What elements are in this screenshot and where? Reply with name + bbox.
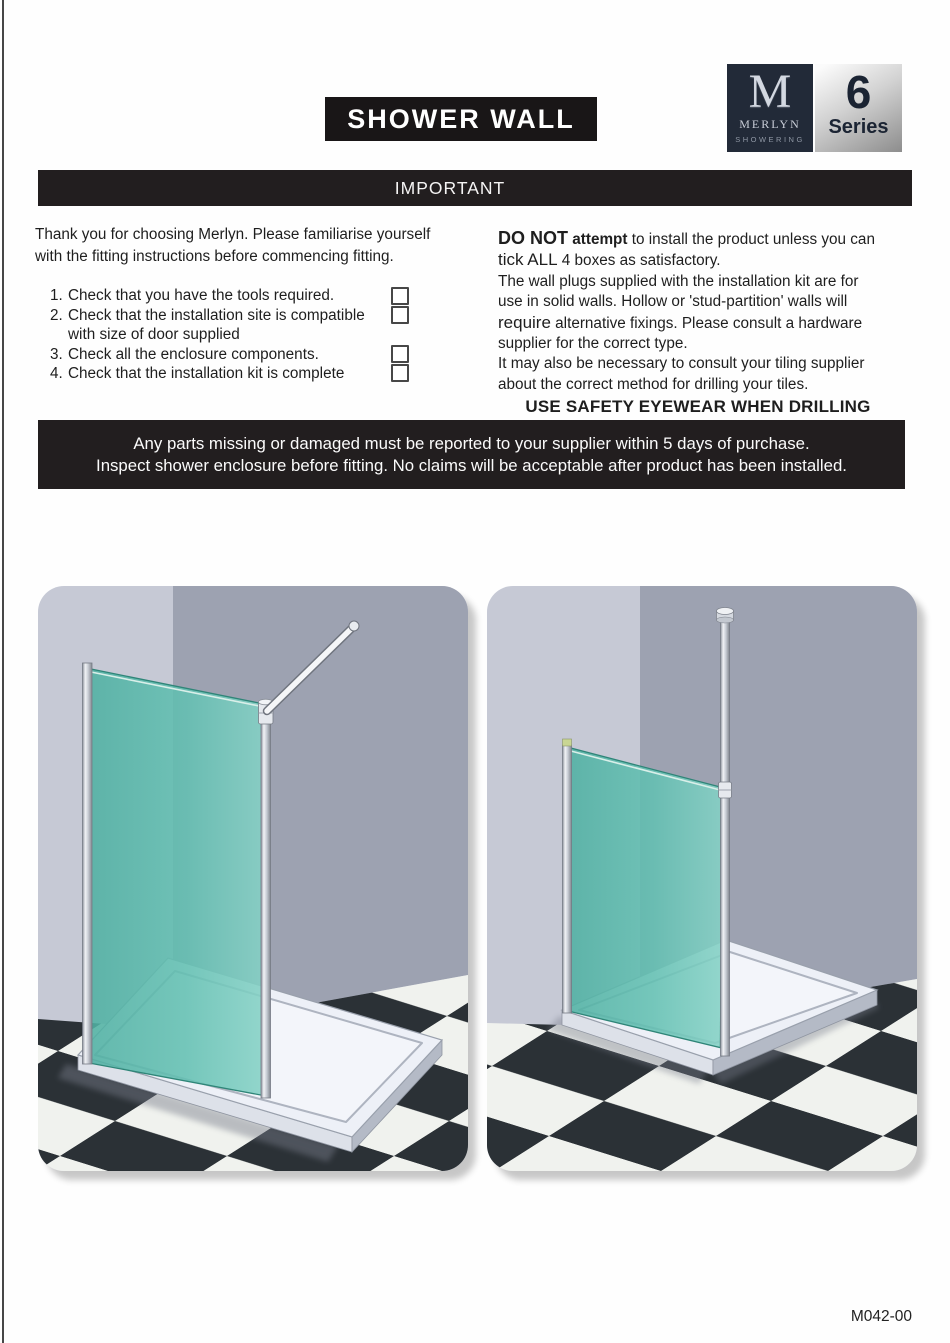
warning-line: DO NOT attempt to install the product unless you can [498,228,875,248]
warning-line: require alternative fixings. Please consult a hardware [498,312,863,332]
checklist-item-2 [35,306,435,326]
checkbox-item-1[interactable] [391,287,409,305]
item-text: Check all the enclosure components. [68,345,319,363]
warning-line: It may also be necessary to consult your tiling supplier [498,355,865,373]
figure-side-panel-wall-brace [38,586,468,1171]
merlyn-brand-subtitle: SHOWERING [735,135,805,144]
warning-line: tick ALL 4 boxes as satisfactory. [498,250,721,270]
checkbox-item-2[interactable] [391,306,409,324]
item-text: Check that the installation kit is complete [68,365,345,382]
intro-line: Thank you for choosing Merlyn. Please familiarise yourself [35,226,431,243]
warning-line: about the correct method for drilling your tiles. [498,375,809,393]
notice-line: Inspect shower enclosure before fitting. No claims will be acceptable after product has been installed. [96,455,847,475]
item-number: 4. [50,365,63,382]
notice-line: Any parts missing or damaged must be reported to your supplier within 5 days of purchase. [133,433,810,453]
do-not-text: DO NOT [498,228,568,248]
important-banner-text: IMPORTANT [394,177,506,198]
safety-eyewear-warning: USE SAFETY EYEWEAR WHEN DRILLING [525,397,871,417]
merlyn-brand-name: MERLYN [739,117,801,131]
glass-panel [89,669,266,1096]
checklist-item-4 [35,364,435,384]
attempt-text: attempt [572,231,628,248]
figure-side-panel-ceiling-post [487,586,917,1171]
wall-profile [83,663,93,1064]
illustration-ceiling-post [487,586,917,1171]
glass-panel [567,747,724,1048]
page-title [325,97,597,141]
illustration-wall-brace [38,586,468,1171]
item-number: 2. [50,306,63,324]
pre-install-checklist [35,286,435,384]
checklist-item-1 [35,286,435,306]
tick-all-text: tick ALL [498,250,558,270]
series-number: 6 [845,66,872,118]
item-number: 3. [50,345,63,363]
important-banner [38,170,912,206]
intro-line: with the fitting instructions before commencing fitting. [35,247,394,265]
checklist-item-3 [35,345,435,365]
item-text: Check that you have the tools required. [68,287,335,304]
scan-edge-line [2,0,4,1343]
merlyn-logo [727,64,813,152]
series-badge [815,64,902,152]
warning-line: The wall plugs supplied with the installation kit are for [498,272,859,290]
warning-column [498,228,918,418]
merlyn-monogram-icon: M [748,65,792,118]
checkbox-item-3[interactable] [391,345,409,363]
intro-paragraph [35,224,430,267]
item-text: Check that the installation site is compatible [68,306,365,324]
page-title-text: SHOWER WALL [347,103,575,134]
checkbox-item-4[interactable] [391,364,409,382]
wall-profile [563,739,572,1013]
item-number: 1. [50,287,63,304]
item-text: with size of door supplied [68,326,240,343]
damage-notice-banner [38,420,905,489]
checklist-item-2-continued [35,325,435,345]
stabilising-post [259,699,274,1098]
warning-line: supplier for the correct type. [498,335,688,353]
warning-line: use in solid walls. Hollow or 'stud-partition' walls will [498,293,848,311]
document-code: M042-00 [850,1308,912,1325]
series-label: Series [828,116,889,138]
